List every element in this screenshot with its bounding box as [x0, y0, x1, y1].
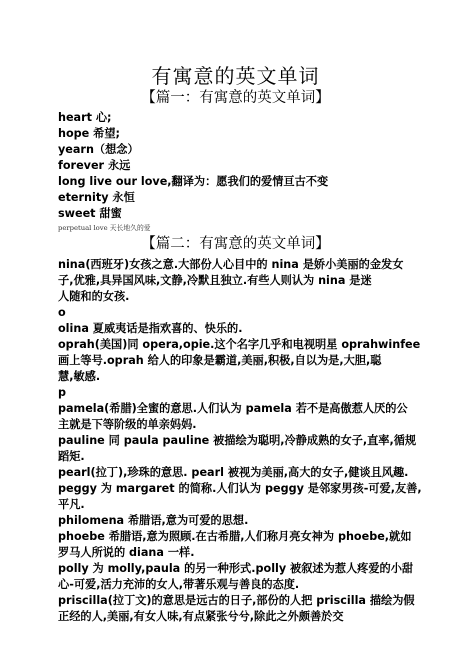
section-heading-2: 【篇二：有寓意的英文单词】	[141, 236, 330, 252]
section2-line: philomena 希腊语,意为可爱的思想.	[58, 514, 249, 527]
section2-line: pauline 同 paula pauline 被描绘为聪明,冷静成熟的女子,直率,循规	[58, 434, 417, 447]
section2-line: 罗马人所说的 diana 一样.	[58, 546, 195, 559]
page-title: 有寓意的英文单词	[151, 64, 320, 88]
section1-line: long live our love,翻译为：愿我们的爱情亘古不变	[58, 175, 329, 188]
section2-line: 慧,敏感.	[58, 370, 101, 383]
section-heading-1: 【篇一：有寓意的英文单词】	[141, 90, 330, 106]
section1-line: eternity 永恒	[58, 191, 135, 204]
section2-line: 蹈矩.	[58, 450, 85, 463]
section2-line: polly 为 molly,paula 的另一种形式.polly 被叙述为惹人疼爱的小甜	[58, 562, 414, 575]
section2-line: peggy 为 margaret 的简称.人们认为 peggy 是邻家男孩-可爱,友善,	[58, 482, 422, 495]
section2-line: 平凡.	[58, 498, 85, 511]
section1-line: forever 永远	[58, 159, 131, 172]
section1-line: sweet 甜蜜	[58, 207, 122, 220]
section2-line: p	[58, 386, 67, 399]
section1-line: hope 希望;	[58, 127, 120, 140]
section2-line: o	[58, 306, 66, 319]
section2-line: priscilla(拉丁文)的意思是远古的日子,部份的人把 priscilla 描绘为假	[58, 594, 415, 607]
section2-line: pamela(希腊)全蜜的意思.人们认为 pamela 若不是高傲惹人厌的公	[58, 402, 408, 415]
section1-small-line: perpetual love 天长地久的爱	[58, 224, 151, 232]
section2-line: 正经的人,美丽,有女人味,有点紧张兮兮,除此之外颇善於交	[58, 610, 344, 623]
section2-line: 主就是下等阶级的单亲妈妈.	[58, 418, 197, 431]
section2-line: pearl(拉丁),珍珠的意思. pearl 被视为美丽,高大的女子,健谈且风趣.	[58, 466, 409, 479]
section2-line: 画上等号.oprah 给人的印象是霸道,美丽,积极,自以为是,大胆,聪	[58, 354, 382, 367]
section1-line: yearn（想念）	[58, 143, 139, 156]
section2-line: olina 夏威夷话是指欢喜的、快乐的.	[58, 322, 243, 335]
section2-line: phoebe 希腊语,意为照顾.在古希腊,人们称月亮女神为 phoebe,就如	[58, 530, 412, 543]
section2-line: 子,优雅,具异国风味,文静,冷默且独立.有些人则认为 nina 是迷	[58, 274, 372, 287]
section2-line: nina(西班牙)女孩之意.大部份人心目中的 nina 是娇小美丽的金发女	[58, 258, 404, 271]
section2-line: oprah(美国)同 opera,opie.这个名字几乎和电视明星 oprahwinfee	[58, 338, 421, 351]
section2-line: 心-可爱,活力充沛的女人,带著乐观与善良的态度.	[58, 578, 300, 591]
section1-line: heart 心;	[58, 111, 112, 124]
section2-line: 人随和的女孩.	[58, 290, 130, 303]
